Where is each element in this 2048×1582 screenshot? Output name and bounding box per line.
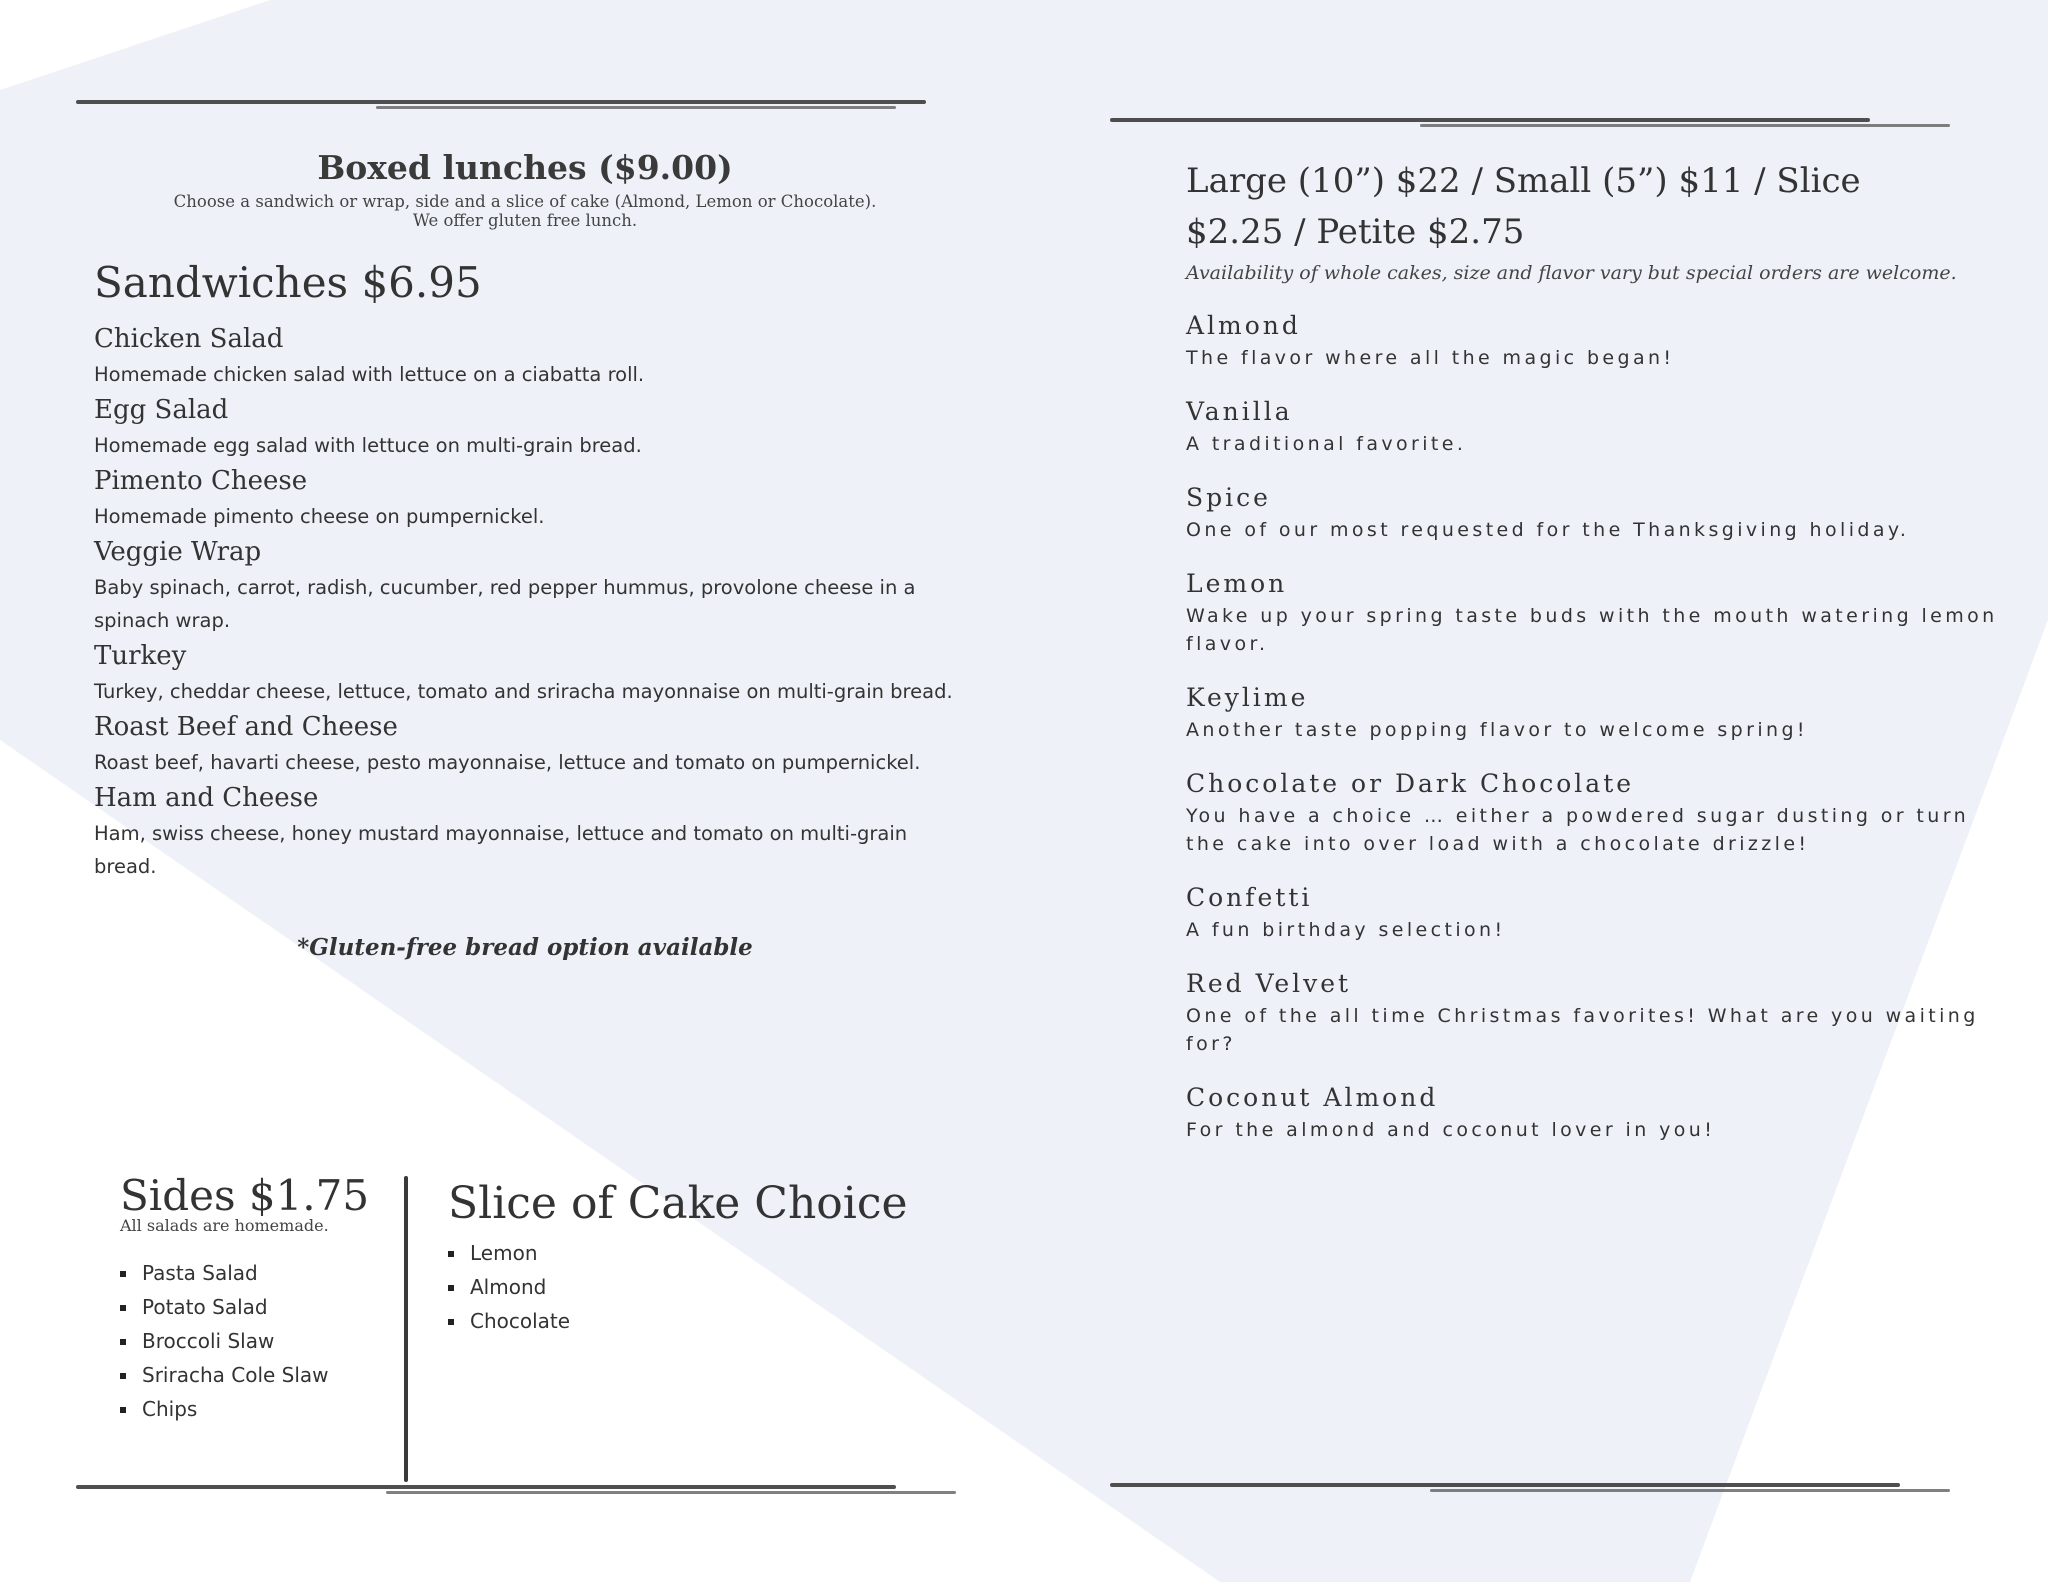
sandwich-item [94,391,974,462]
cake-price-line: Large (10”) $22 / Small (5”) $11 / Slice $2.25 / Petite $2.75 [1186,161,1861,252]
flavor-item [1186,566,2006,658]
flavor-name: Keylime [1186,683,1309,712]
top-left-rule [76,100,926,110]
flavor-name: Almond [1186,311,1301,340]
flavor-description: A traditional favorite. [1186,433,1467,455]
flavor-item [1186,394,2006,458]
flavor-name: Red Velvet [1186,969,1352,998]
flavor-name: Coconut Almond [1186,1083,1439,1112]
sandwich-description: Homemade chicken salad with lettuce on a ciabatta roll. [94,363,645,386]
sandwich-item [94,637,974,708]
boxed-desc-line-1: Choose a sandwich or wrap, side and a slice of cake (Almond, Lemon or Chocolate). [173,192,877,211]
flavor-description: You have a choice … either a powdered sugar dusting or turn the cake into over load with a chocolate drizzle! [1186,805,1970,855]
flavor-item [1186,480,2006,544]
side-item: Potato Salad [120,1290,329,1324]
side-item: Chips [120,1392,329,1426]
cake-choice-item: Lemon [448,1236,570,1270]
sandwiches-heading: Sandwiches $6.95 [94,258,482,307]
sandwich-name: Egg Salad [94,395,229,425]
flavor-item [1186,880,2006,944]
sandwich-item [94,708,974,779]
sandwich-item [94,320,974,391]
sides-list [120,1256,329,1426]
top-right-rule [1110,118,1950,128]
flavor-list [1186,308,2006,1166]
sandwich-description: Roast beef, havarti cheese, pesto mayonnaise, lettuce and tomato on pumpernickel. [94,751,921,774]
cake-choice-list [448,1236,570,1338]
sandwich-name: Ham and Cheese [94,783,319,813]
sandwich-item [94,533,974,637]
sandwich-description: Ham, swiss cheese, honey mustard mayonnaise, lettuce and tomato on multi-grain bread. [94,822,908,878]
flavor-item [1186,966,2006,1058]
sandwich-name: Roast Beef and Cheese [94,712,398,742]
flavor-item [1186,1080,2006,1144]
bottom-left-rule [76,1485,956,1495]
flavor-name: Vanilla [1186,397,1293,426]
sides-note: All salads are homemade. [120,1216,329,1235]
side-item: Sriracha Cole Slaw [120,1358,329,1392]
sandwich-description: Homemade pimento cheese on pumpernickel. [94,505,545,528]
flavor-description: Another taste popping flavor to welcome spring! [1186,719,1808,741]
boxed-desc-line-2: We offer gluten free lunch. [412,211,638,230]
boxed-lunches-description [90,192,960,230]
flavor-description: One of the all time Christmas favorites! What are you waiting for? [1186,1005,1979,1055]
sides-heading: Sides $1.75 [120,1171,370,1220]
flavor-item [1186,308,2006,372]
boxed-lunches-title: Boxed lunches ($9.00) [317,148,733,187]
flavor-description: Wake up your spring taste buds with the mouth watering lemon flavor. [1186,605,1998,655]
cake-choice-item: Almond [448,1270,570,1304]
availability-note: Availability of whole cakes, size and flavor vary but special orders are welcome. [1186,262,1957,284]
sides-cake-divider [404,1176,408,1482]
flavor-item [1186,680,2006,744]
sandwich-name: Pimento Cheese [94,466,308,496]
sandwich-name: Veggie Wrap [94,537,262,567]
cake-choice-item: Chocolate [448,1304,570,1338]
sandwich-list [94,320,974,883]
sandwich-description: Homemade egg salad with lettuce on multi-grain bread. [94,434,642,457]
flavor-description: For the almond and coconut lover in you! [1186,1119,1716,1141]
gluten-free-note: *Gluten-free bread option available [297,934,753,961]
side-item: Pasta Salad [120,1256,329,1290]
sandwich-description: Baby spinach, carrot, radish, cucumber, red pepper hummus, provolone cheese in a spinach wrap. [94,576,916,632]
sandwich-item [94,462,974,533]
sandwich-item [94,779,974,883]
flavor-description: The flavor where all the magic began! [1186,347,1675,369]
flavor-description: A fun birthday selection! [1186,919,1506,941]
sandwich-description: Turkey, cheddar cheese, lettuce, tomato and sriracha mayonnaise on multi-grain bread. [94,680,953,703]
flavor-description: One of our most requested for the Thanksgiving holiday. [1186,519,1910,541]
side-item: Broccoli Slaw [120,1324,329,1358]
flavor-name: Confetti [1186,883,1313,912]
flavor-name: Lemon [1186,569,1288,598]
flavor-item [1186,766,2006,858]
sandwich-name: Chicken Salad [94,324,284,354]
sandwich-name: Turkey [94,641,187,671]
flavor-name: Chocolate or Dark Chocolate [1186,769,1635,798]
flavor-name: Spice [1186,483,1271,512]
cake-choice-heading: Slice of Cake Choice [448,1178,908,1229]
bottom-right-rule [1110,1483,1950,1493]
